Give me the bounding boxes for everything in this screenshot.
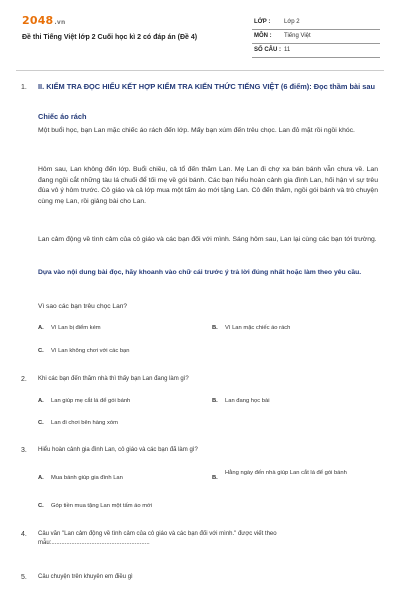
meta-key: LỚP : bbox=[254, 19, 271, 25]
story-paragraph: Một buổi học, bạn Lan mặc chiếc áo rách đến lớp. Mấy bạn xúm đến trêu chọc. Lan đỏ mặt rồi ngồi khóc. bbox=[38, 127, 355, 134]
story-paragraph: Lan cảm động về tình cảm của cô giáo và các bạn đối với mình. Sáng hôm sau, Lan lại cùng các bạn tới trường. bbox=[38, 236, 377, 243]
instruction-text: Dựa vào nội dung bài đọc, hãy khoanh vào chữ cái trước ý trả lời đúng nhất hoặc làm theo yêu cầu. bbox=[38, 269, 362, 276]
option-letter: A. bbox=[38, 398, 44, 404]
meta-value: Lớp 2 bbox=[284, 19, 300, 25]
option-text: Vì Lan không chơi với các bạn bbox=[51, 348, 130, 354]
answer-option-c[interactable] bbox=[38, 347, 208, 357]
question-number: 4. bbox=[21, 531, 27, 538]
story-paragraph: Hôm sau, Lan không đến lớp. Buổi chiều, cả tổ đến thăm Lan. Mẹ Lan đi chợ xa bán bánh vẫn chưa về. Lan đang ngồi cắt những tàu lá chuối để tối mẹ về gói bánh. Các bạn hiểu hoàn cảnh gia đình Lan, hối hận vì sự trêu đùa vô ý hôm trước. Cô giáo và cả lớp mua một tấm áo mới tặng Lan. Cô đến thăm, ngồi gói bánh và trò chuyện cùng mẹ Lan, rồi giảng bài cho Lan. bbox=[38, 166, 378, 205]
option-text: Lan đang học bài bbox=[225, 398, 270, 404]
answer-option-c[interactable] bbox=[38, 502, 238, 512]
option-text: Vì Lan bị điểm kém bbox=[51, 325, 101, 331]
meta-row-grade bbox=[252, 16, 380, 30]
question-number: 3. bbox=[21, 447, 27, 454]
question-number: 5. bbox=[21, 574, 27, 581]
question-number: 1. bbox=[21, 84, 27, 91]
logo-suffix: .vn bbox=[54, 19, 66, 26]
option-letter: B. bbox=[212, 475, 218, 481]
option-letter: B. bbox=[212, 398, 218, 404]
answer-option-a[interactable] bbox=[38, 324, 208, 334]
section-title: II. KIỂM TRA ĐỌC HIỂU KẾT HỢP KIỂM TRA KIẾN THỨC TIẾNG VIỆT (6 điểm): Đọc thầm bài sau bbox=[38, 82, 375, 91]
question-text: Khi các bạn đến thăm nhà thì thấy bạn Lan đang làm gì? bbox=[38, 376, 189, 382]
option-text: Góp tiền mua tặng Lan một tấm áo mới bbox=[51, 503, 153, 509]
question-number: 2. bbox=[21, 376, 27, 383]
answer-option-b[interactable] bbox=[212, 397, 382, 407]
header-divider bbox=[16, 70, 384, 71]
story-title: Chiếc áo rách bbox=[38, 112, 87, 121]
answer-option-a[interactable] bbox=[38, 474, 208, 484]
meta-row-count bbox=[252, 44, 380, 58]
option-text: Mua bánh giúp gia đình Lan bbox=[51, 475, 123, 481]
option-letter: B. bbox=[212, 325, 218, 331]
meta-key: SỐ CÂU : bbox=[254, 47, 281, 53]
question-text: Vì sao các bạn trêu chọc Lan? bbox=[38, 303, 128, 310]
option-text: Lan giúp mẹ cắt lá để gói bánh bbox=[51, 398, 131, 404]
meta-table bbox=[252, 16, 380, 58]
meta-row-subject bbox=[252, 30, 380, 44]
logo-text: 2048 bbox=[22, 14, 54, 27]
option-text: Vì Lan mặc chiếc áo rách bbox=[225, 325, 291, 331]
question-text: Câu văn "Lan cảm động về tình cảm của cô giáo và các bạn đối với mình." được viết theo mẫu:........................................................... bbox=[38, 531, 277, 546]
meta-key: MÔN : bbox=[254, 33, 272, 39]
option-letter: C. bbox=[38, 348, 44, 354]
answer-option-b[interactable] bbox=[212, 324, 382, 334]
document-title: Đề thi Tiếng Việt lớp 2 Cuối học kì 2 có đáp án (Đề 4) bbox=[22, 34, 198, 41]
answer-option-a[interactable] bbox=[38, 397, 208, 407]
option-text: Lan đi chơi bên hàng xóm bbox=[51, 420, 118, 426]
meta-value: Tiếng Việt bbox=[284, 33, 311, 39]
question-text: Hiểu hoàn cảnh gia đình Lan, cô giáo và các bạn đã làm gì? bbox=[38, 447, 198, 453]
site-logo[interactable] bbox=[22, 14, 65, 27]
question-text: Câu chuyện trên khuyên em điều gì bbox=[38, 574, 133, 580]
option-letter: C. bbox=[38, 503, 44, 509]
option-letter: A. bbox=[38, 325, 44, 331]
option-letter: A. bbox=[38, 475, 44, 481]
option-text: Hằng ngày đến nhà giúp Lan cắt lá để gói bánh bbox=[225, 470, 347, 476]
meta-value: 11 bbox=[284, 47, 291, 53]
answer-option-b[interactable] bbox=[212, 469, 382, 489]
answer-option-c[interactable] bbox=[38, 419, 208, 429]
option-letter: C. bbox=[38, 420, 44, 426]
page-header bbox=[0, 0, 400, 62]
